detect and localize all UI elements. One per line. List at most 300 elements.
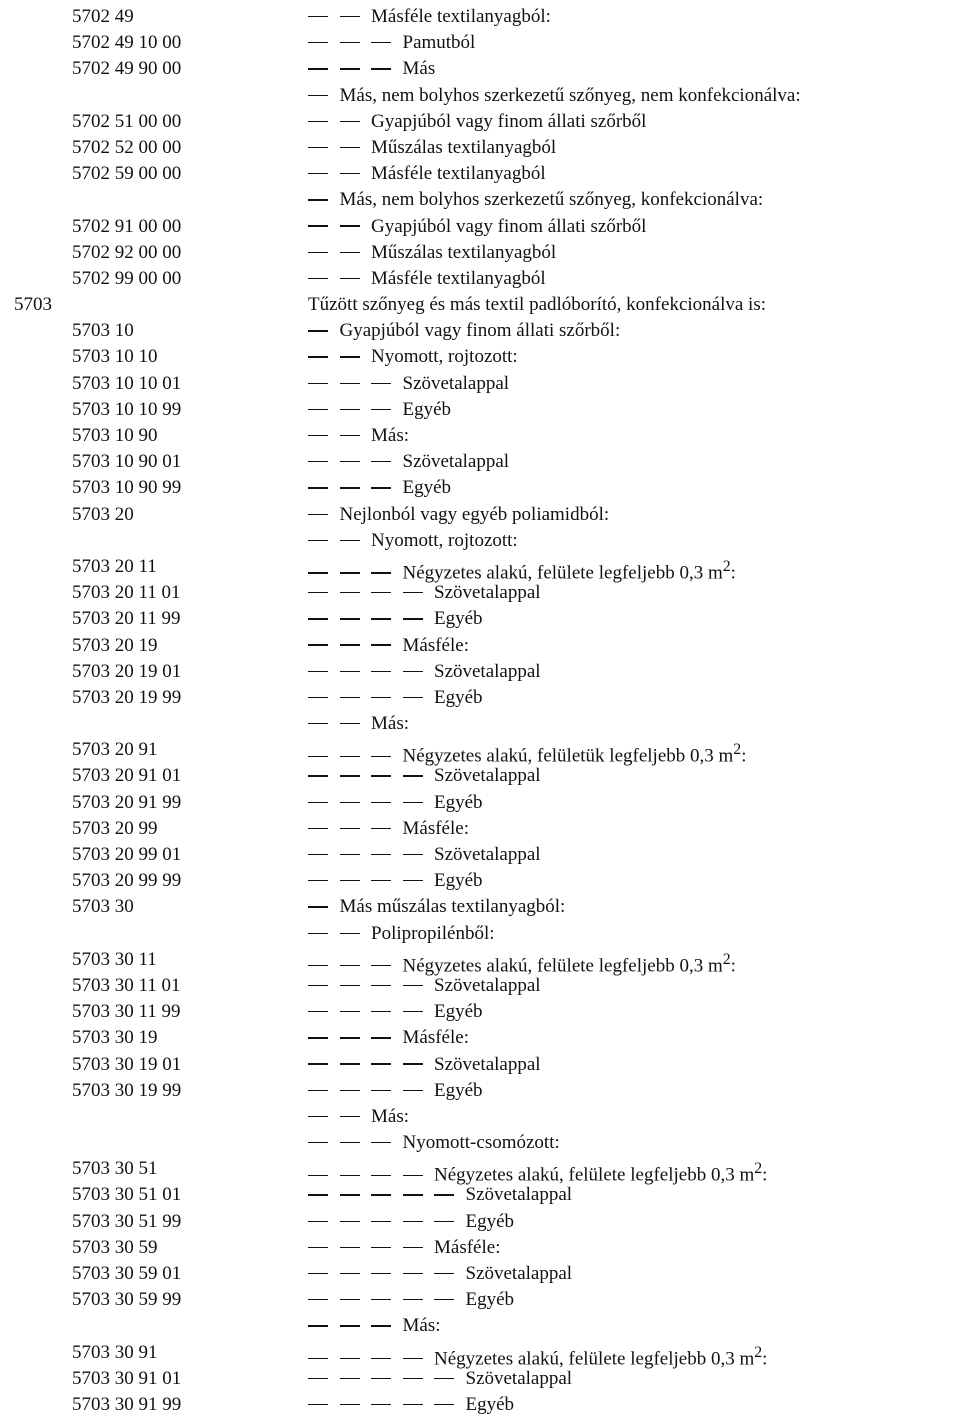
description-text: Más, nem bolyhos szerkezetű szőnyeg, konfekcionálva: (339, 189, 764, 211)
tariff-code: 5702 91 00 00 (72, 215, 182, 237)
level-dash (403, 592, 423, 593)
tariff-description (308, 1313, 441, 1339)
level-dash (371, 383, 391, 384)
level-dash (340, 461, 360, 462)
level-dash (340, 16, 360, 17)
tariff-row (0, 554, 971, 584)
level-dash (371, 697, 391, 698)
tariff-description (308, 1078, 483, 1104)
tariff-code: 5703 20 19 99 (72, 686, 182, 708)
level-dash (340, 572, 360, 573)
level-dash (308, 802, 328, 803)
level-dash (403, 1194, 423, 1195)
tariff-row (0, 1209, 971, 1235)
tariff-code: 5703 30 91 01 (72, 1367, 182, 1389)
tariff-code: 5703 10 90 (72, 425, 158, 446)
level-dash (371, 1175, 391, 1176)
description-text: Négyzetes alakú, felületük legfeljebb 0,3 m (402, 745, 734, 767)
description-text: Egyéb (434, 1001, 483, 1023)
tariff-row (0, 947, 971, 977)
tariff-row (0, 1287, 971, 1313)
level-dash (340, 756, 360, 757)
tariff-code: 5703 20 99 99 (72, 870, 182, 892)
level-dash (308, 1142, 328, 1143)
tariff-row (0, 816, 971, 842)
tariff-description (308, 868, 483, 894)
description-text: Egyéb (434, 791, 483, 813)
level-dash (403, 671, 423, 672)
level-dash (308, 42, 328, 43)
level-dash (340, 1142, 360, 1143)
tariff-description (308, 135, 556, 161)
description-text: Másféle: (402, 1027, 469, 1049)
tariff-description (308, 1235, 500, 1261)
tariff-code: 5703 10 10 99 (72, 398, 182, 420)
tariff-description (308, 371, 509, 397)
tariff-description (308, 397, 451, 423)
level-dash (371, 572, 391, 573)
level-dash (371, 487, 391, 488)
level-dash (308, 1194, 328, 1195)
level-dash (308, 225, 328, 226)
description-text: Szövetalappal (434, 660, 541, 682)
level-dash (371, 644, 391, 645)
level-dash (340, 1247, 360, 1248)
tariff-description (308, 973, 541, 999)
tariff-row (0, 475, 971, 501)
tariff-code: 5702 49 (72, 6, 134, 27)
description-text: Négyzetes alakú, felülete legfeljebb 0,3 m (402, 562, 723, 584)
description-text: Szövetalappal (402, 451, 510, 473)
description-text: Egyéb (402, 477, 452, 499)
level-dash (340, 121, 360, 122)
tariff-description (308, 1261, 572, 1287)
tariff-row (0, 109, 971, 135)
superscript: 2 (754, 1160, 763, 1178)
level-dash (340, 1325, 360, 1326)
description-text: Egyéb (465, 1210, 515, 1232)
level-dash (403, 1378, 423, 1379)
description-text: Szövetalappal (465, 1367, 573, 1389)
description-text: Szövetalappal (465, 1184, 573, 1206)
tariff-code: 5703 30 59 01 (72, 1263, 182, 1284)
tariff-description (308, 633, 469, 659)
level-dash (371, 1063, 391, 1064)
level-dash (371, 1090, 391, 1091)
tariff-description (308, 1104, 409, 1130)
description-text: Más: (402, 1315, 441, 1337)
description-text: Gyapjúból vagy finom állati szőrből (371, 110, 647, 132)
level-dash (371, 854, 391, 855)
tariff-row (0, 344, 971, 370)
level-dash (340, 147, 360, 148)
tariff-code: 5703 20 91 01 (72, 765, 182, 787)
description-text: Egyéb (465, 1289, 515, 1311)
tariff-row (0, 397, 971, 423)
tariff-row (0, 842, 971, 868)
tariff-code: 5703 20 11 (72, 555, 157, 577)
level-dash (340, 644, 360, 645)
tariff-row (0, 868, 971, 894)
level-dash (340, 965, 360, 966)
description-text: Gyapjúból vagy finom állati szőrből (371, 215, 647, 237)
level-dash (371, 802, 391, 803)
level-dash (308, 618, 328, 619)
description-text: Egyéb (434, 608, 483, 630)
tariff-row (0, 580, 971, 606)
level-dash (308, 592, 328, 593)
level-dash (308, 1011, 328, 1012)
level-dash (308, 1116, 328, 1117)
level-dash (403, 1247, 423, 1248)
tariff-code: 5702 52 00 00 (72, 136, 182, 158)
level-dash (340, 540, 360, 541)
level-dash (340, 1299, 360, 1300)
level-dash (340, 1378, 360, 1379)
description-text: Más: (371, 425, 409, 446)
tariff-row (0, 214, 971, 240)
tariff-row (0, 30, 971, 56)
level-dash (403, 1273, 423, 1274)
tariff-description (308, 528, 518, 554)
level-dash (371, 1037, 391, 1038)
tariff-description (308, 449, 509, 475)
level-dash (403, 1299, 423, 1300)
level-dash (308, 828, 328, 829)
description-text: Nyomott, rojtozott: (371, 529, 518, 551)
description-text: Szövetalappal (434, 844, 541, 865)
level-dash (371, 775, 391, 776)
description-tail: : (741, 745, 747, 767)
description-text: Polipropilénből: (371, 922, 495, 944)
tariff-row (0, 633, 971, 659)
tariff-list (0, 4, 971, 1418)
level-dash (403, 1090, 423, 1091)
level-dash (371, 828, 391, 829)
tariff-code: 5703 30 59 99 (72, 1289, 182, 1311)
tariff-row (0, 1340, 971, 1369)
level-dash (371, 68, 391, 69)
description-text: Másféle textilanyagból (371, 163, 546, 185)
description-text: Pamutból (402, 32, 476, 54)
level-dash (403, 1221, 423, 1222)
tariff-code: 5702 51 00 00 (72, 110, 182, 132)
level-dash (371, 1325, 391, 1326)
tariff-description (308, 292, 766, 318)
tariff-code: 5703 10 (72, 320, 134, 342)
level-dash (308, 121, 328, 122)
description-text: Négyzetes alakú, felülete legfeljebb 0,3 m (434, 1347, 755, 1369)
level-dash (371, 1194, 391, 1195)
description-tail: : (730, 562, 736, 584)
tariff-code: 5703 30 11 (72, 948, 157, 970)
level-dash (308, 1037, 328, 1038)
description-text: Négyzetes alakú, felülete legfeljebb 0,3 m (402, 955, 723, 977)
tariff-description (308, 842, 541, 868)
level-dash (308, 723, 328, 724)
level-dash (340, 1116, 360, 1117)
superscript: 2 (722, 950, 731, 968)
tariff-row (0, 1313, 971, 1339)
tariff-code: 5703 30 19 99 (72, 1079, 182, 1101)
superscript: 2 (733, 741, 742, 759)
level-dash (340, 1063, 360, 1064)
tariff-description (308, 344, 518, 370)
tariff-row (0, 449, 971, 475)
level-dash (308, 147, 328, 148)
level-dash (434, 1221, 454, 1222)
description-text: Egyéb (434, 1079, 483, 1101)
tariff-code: 5702 92 00 00 (72, 241, 182, 263)
tariff-code: 5703 30 11 99 (72, 1001, 181, 1023)
level-dash (308, 644, 328, 645)
tariff-row (0, 187, 971, 213)
description-text: Egyéb (434, 686, 483, 708)
level-dash (308, 1175, 328, 1176)
tariff-code: 5703 20 99 (72, 817, 158, 839)
tariff-row (0, 423, 971, 449)
level-dash (340, 1273, 360, 1274)
level-dash (308, 278, 328, 279)
tariff-code: 5703 10 90 01 (72, 451, 182, 473)
level-dash (308, 1299, 328, 1300)
level-dash (340, 1404, 360, 1405)
level-dash (308, 671, 328, 672)
level-dash (308, 1358, 328, 1359)
level-dash (308, 880, 328, 881)
tariff-description (308, 266, 546, 292)
tariff-description (308, 1130, 560, 1156)
level-dash (340, 1011, 360, 1012)
description-text: Nyomott, rojtozott: (371, 346, 518, 368)
superscript: 2 (754, 1343, 763, 1361)
tariff-row (0, 56, 971, 82)
level-dash (308, 95, 328, 96)
description-text: Más, nem bolyhos szerkezetű szőnyeg, nem konfekcionálva: (339, 84, 801, 106)
description-text: Szövetalappal (434, 582, 541, 604)
tariff-code: 5703 30 91 99 (72, 1393, 182, 1415)
level-dash (340, 173, 360, 174)
level-dash (371, 461, 391, 462)
tariff-row (0, 1025, 971, 1051)
level-dash (340, 409, 360, 410)
tariff-description (308, 56, 435, 82)
level-dash (340, 1090, 360, 1091)
level-dash (308, 1325, 328, 1326)
description-text: Négyzetes alakú, felülete legfeljebb 0,3 m (434, 1164, 755, 1186)
level-dash (340, 1221, 360, 1222)
level-dash (340, 592, 360, 593)
tariff-row (0, 528, 971, 554)
tariff-code: 5702 49 90 00 (72, 58, 182, 80)
tariff-row (0, 1235, 971, 1261)
level-dash (403, 697, 423, 698)
level-dash (308, 1063, 328, 1064)
tariff-code: 5703 20 91 (72, 739, 158, 761)
level-dash (308, 68, 328, 69)
tariff-description (308, 1366, 572, 1392)
level-dash (308, 173, 328, 174)
description-text: Nyomott-csomózott: (402, 1132, 560, 1154)
level-dash (308, 854, 328, 855)
level-dash (340, 880, 360, 881)
level-dash (434, 1273, 454, 1274)
level-dash (340, 252, 360, 253)
level-dash (308, 1273, 328, 1274)
tariff-description (308, 240, 556, 266)
description-tail: : (762, 1347, 768, 1369)
description-text: Másféle textilanyagból: (371, 6, 551, 27)
level-dash (308, 775, 328, 776)
tariff-row (0, 894, 971, 920)
tariff-code: 5703 20 (72, 503, 134, 525)
level-dash (340, 671, 360, 672)
level-dash (371, 618, 391, 619)
level-dash (308, 697, 328, 698)
level-dash (371, 671, 391, 672)
level-dash (308, 16, 328, 17)
tariff-row (0, 1392, 971, 1418)
tariff-description (308, 685, 483, 711)
level-dash (308, 1247, 328, 1248)
level-dash (434, 1299, 454, 1300)
tariff-code: 5703 30 59 (72, 1236, 158, 1258)
description-text: Másféle: (434, 1236, 501, 1258)
tariff-row (0, 4, 971, 30)
description-text: Műszálas textilanyagból (371, 241, 557, 263)
level-dash (308, 356, 328, 357)
level-dash (403, 1175, 423, 1176)
description-text: Műszálas textilanyagból (371, 136, 557, 158)
tariff-code: 5703 30 11 01 (72, 974, 181, 996)
level-dash (308, 1221, 328, 1222)
tariff-row (0, 1130, 971, 1156)
level-dash (308, 252, 328, 253)
level-dash (371, 1299, 391, 1300)
tariff-code: 5703 10 10 01 (72, 372, 182, 394)
level-dash (340, 356, 360, 357)
tariff-code: 5703 30 51 99 (72, 1210, 182, 1232)
tariff-row (0, 1261, 971, 1287)
tariff-description (308, 161, 546, 187)
level-dash (308, 435, 328, 436)
level-dash (340, 933, 360, 934)
tariff-row (0, 1104, 971, 1130)
tariff-description (308, 318, 620, 344)
level-dash (308, 1378, 328, 1379)
tariff-description (308, 502, 609, 528)
tariff-row (0, 83, 971, 109)
level-dash (371, 965, 391, 966)
tariff-row (0, 240, 971, 266)
tariff-row (0, 999, 971, 1025)
tariff-row (0, 371, 971, 397)
tariff-code: 5703 30 (72, 896, 134, 918)
level-dash (340, 1175, 360, 1176)
tariff-description (308, 921, 495, 947)
level-dash (403, 1011, 423, 1012)
description-tail: : (730, 955, 736, 977)
level-dash (340, 723, 360, 724)
level-dash (371, 1011, 391, 1012)
tariff-code: 5703 20 91 99 (72, 791, 182, 813)
level-dash (371, 1247, 391, 1248)
level-dash (308, 906, 328, 907)
level-dash (434, 1194, 454, 1195)
tariff-row (0, 790, 971, 816)
description-text: Gyapjúból vagy finom állati szőrből: (339, 320, 621, 342)
tariff-code: 5702 99 00 00 (72, 267, 182, 289)
tariff-row (0, 502, 971, 528)
tariff-row (0, 659, 971, 685)
description-text: Egyéb (465, 1393, 515, 1415)
tariff-code: 5703 20 11 01 (72, 582, 181, 604)
level-dash (340, 985, 360, 986)
tariff-code: 5703 30 19 (72, 1027, 158, 1049)
level-dash (403, 854, 423, 855)
tariff-row (0, 1052, 971, 1078)
level-dash (403, 1404, 423, 1405)
level-dash (371, 1221, 391, 1222)
tariff-description (308, 1209, 514, 1235)
level-dash (403, 618, 423, 619)
tariff-description (308, 816, 469, 842)
tariff-row (0, 973, 971, 999)
tariff-code: 5703 (14, 294, 52, 316)
level-dash (308, 933, 328, 934)
tariff-row (0, 1156, 971, 1186)
description-text: Szövetalappal (402, 372, 510, 394)
tariff-row (0, 1078, 971, 1104)
tariff-description (308, 187, 763, 213)
level-dash (308, 514, 328, 515)
tariff-description (308, 109, 646, 135)
tariff-row (0, 711, 971, 737)
tariff-code: 5703 30 91 (72, 1341, 158, 1363)
tariff-row (0, 606, 971, 632)
description-text: Szövetalappal (465, 1263, 573, 1284)
level-dash (308, 383, 328, 384)
level-dash (371, 1358, 391, 1359)
tariff-code: 5702 59 00 00 (72, 163, 182, 185)
tariff-description (308, 1025, 469, 1051)
description-text: Szövetalappal (434, 974, 541, 996)
level-dash (434, 1404, 454, 1405)
tariff-description (308, 1052, 541, 1078)
tariff-description (308, 4, 551, 30)
level-dash (340, 1194, 360, 1195)
level-dash (340, 1037, 360, 1038)
level-dash (340, 697, 360, 698)
tariff-row (0, 1366, 971, 1392)
level-dash (371, 409, 391, 410)
level-dash (308, 409, 328, 410)
description-text: Más műszálas textilanyagból: (339, 896, 566, 918)
tariff-row (0, 161, 971, 187)
level-dash (340, 618, 360, 619)
level-dash (308, 487, 328, 488)
level-dash (371, 1142, 391, 1143)
description-text: Nejlonból vagy egyéb poliamidból: (339, 503, 610, 525)
description-text: Más: (371, 1105, 409, 1127)
tariff-row (0, 763, 971, 789)
tariff-description (308, 1182, 572, 1208)
tariff-row (0, 685, 971, 711)
level-dash (308, 540, 328, 541)
tariff-code: 5703 20 19 01 (72, 660, 182, 682)
tariff-row (0, 292, 971, 318)
level-dash (340, 435, 360, 436)
